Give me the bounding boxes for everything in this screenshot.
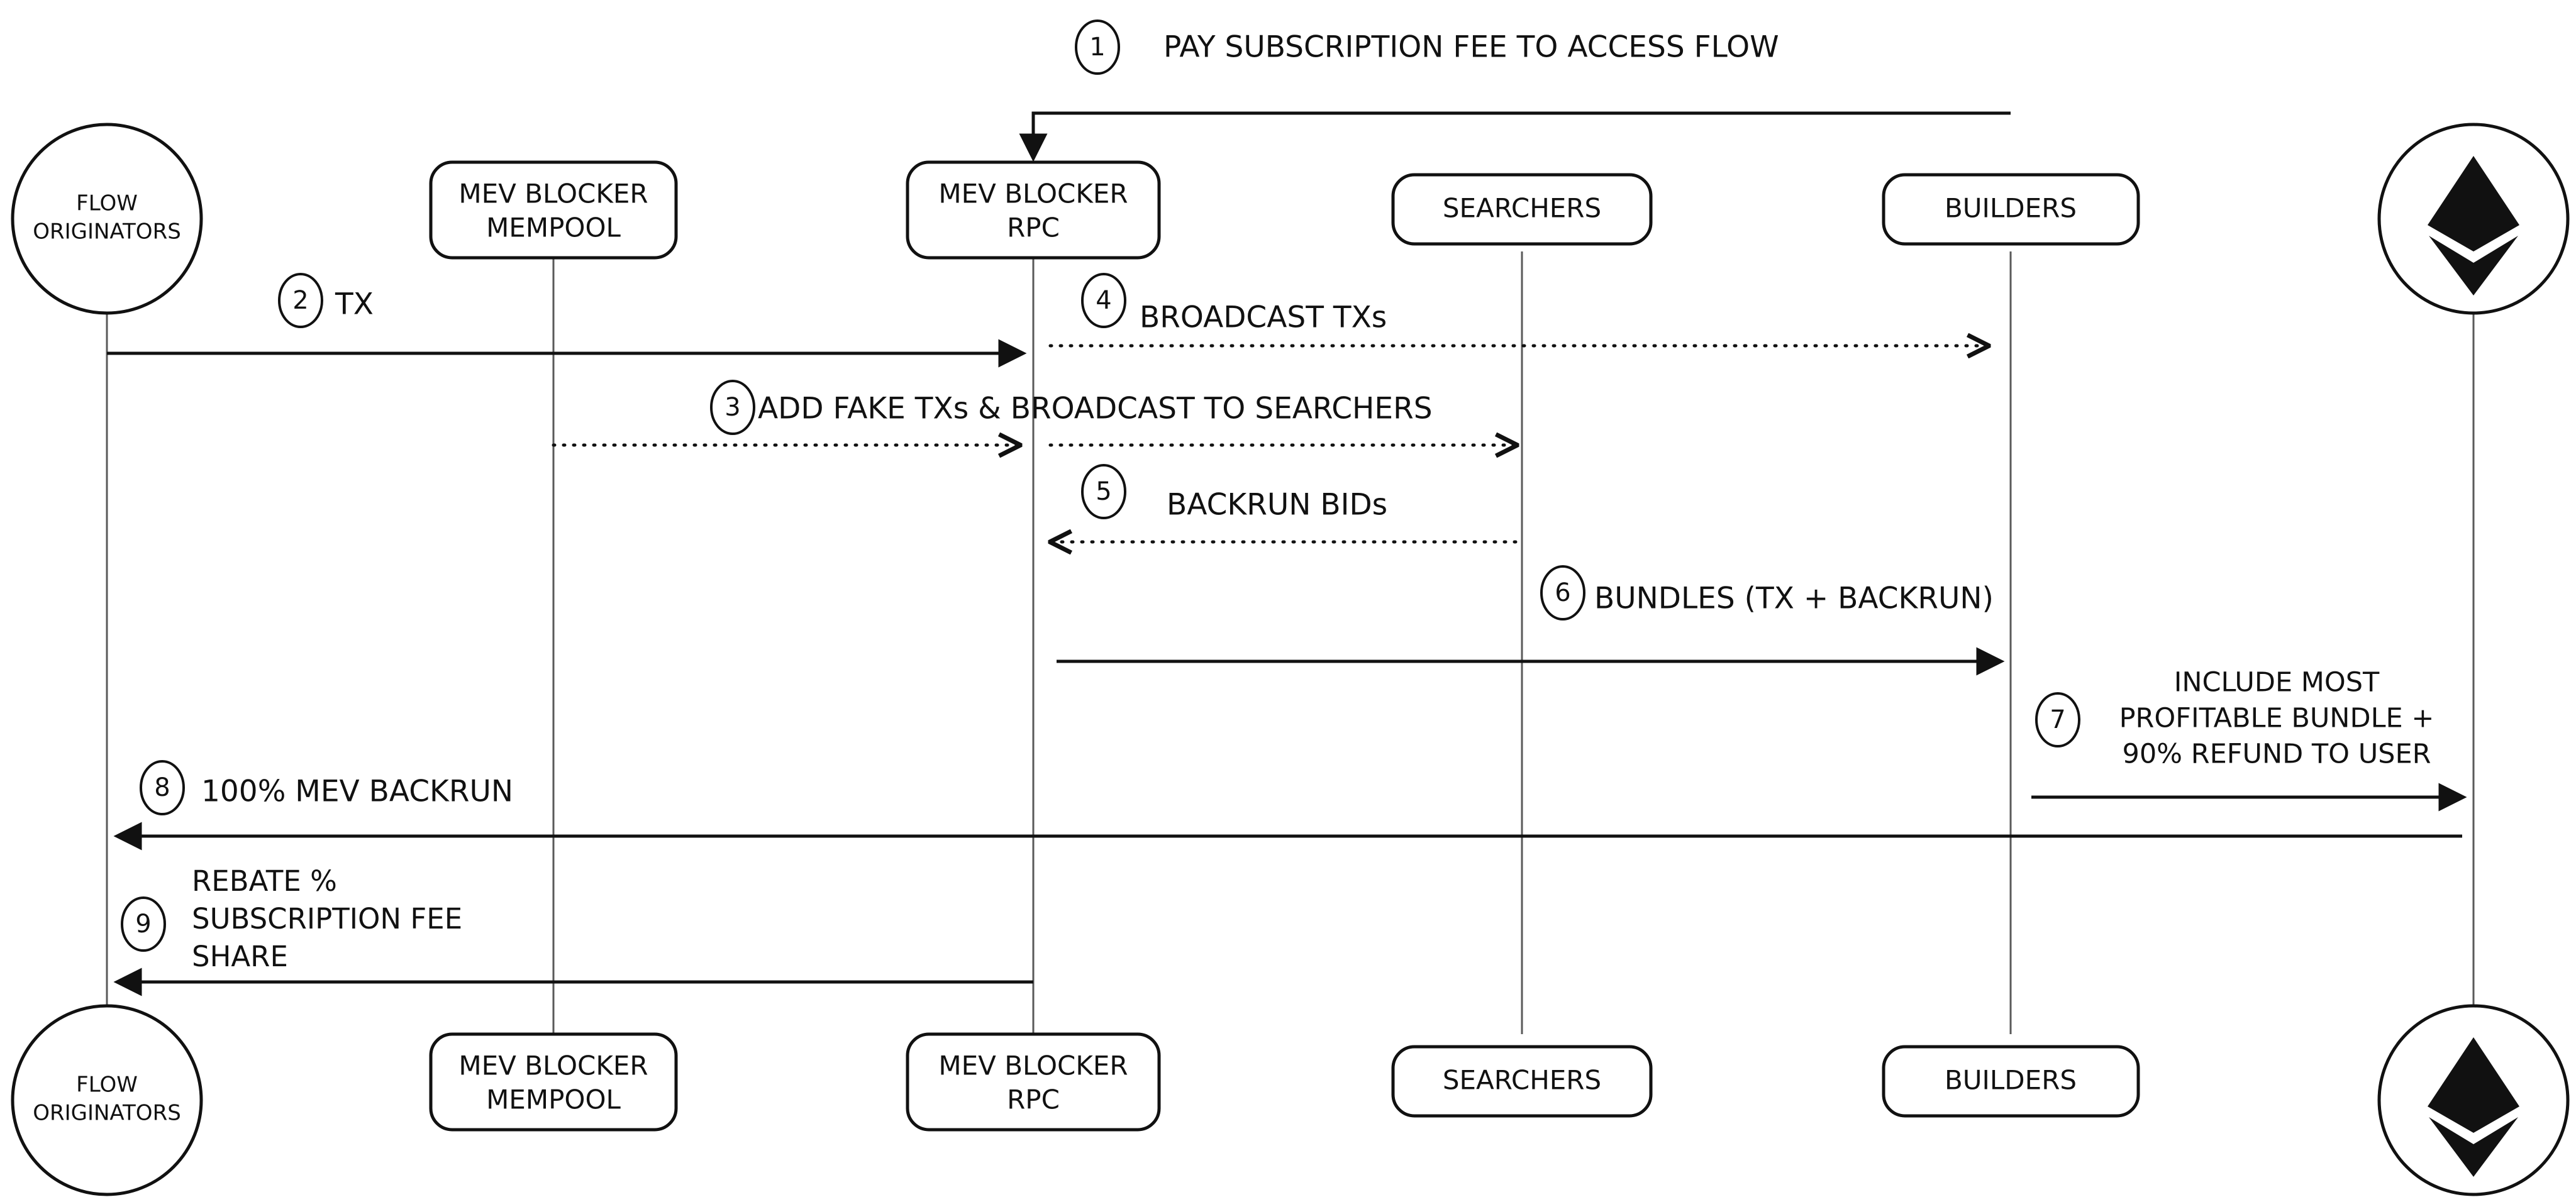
mev-blocker-rpc-label-line2: RPC bbox=[1007, 212, 1060, 243]
mev-blocker-rpc-label-line1: MEV BLOCKER bbox=[938, 178, 1128, 209]
flow-originators-bottom-label-line2: ORIGINATORS bbox=[33, 1100, 181, 1126]
step-1-arrow bbox=[1033, 113, 2011, 157]
step-5-label: BACKRUN BIDs bbox=[1167, 487, 1388, 522]
step-8-number: 8 bbox=[154, 773, 170, 802]
step-8-label: 100% MEV BACKRUN bbox=[201, 774, 514, 809]
step-6-number: 6 bbox=[1555, 578, 1571, 607]
step-2-group bbox=[107, 274, 1022, 353]
mev-blocker-rpc-bottom-label-line2: RPC bbox=[1007, 1084, 1060, 1115]
step-1-number: 1 bbox=[1089, 33, 1106, 62]
participant-ethereum-bottom[interactable] bbox=[2379, 1006, 2568, 1194]
searchers-label: SEARCHERS bbox=[1442, 192, 1602, 224]
step-9-label-line2: SUBSCRIPTION FEE bbox=[192, 902, 463, 935]
step-7-label-line2: PROFITABLE BUNDLE + bbox=[2119, 702, 2434, 734]
mev-blocker-mempool-label-line2: MEMPOOL bbox=[486, 212, 621, 243]
step-4-number: 4 bbox=[1096, 286, 1112, 315]
flow-originators-label-line1: FLOW bbox=[76, 190, 138, 216]
flow-originators-label-line2: ORIGINATORS bbox=[33, 219, 181, 245]
mev-blocker-mempool-box-bottom bbox=[431, 1034, 676, 1130]
step-9-group bbox=[118, 864, 1033, 982]
flow-originators-bottom-label-line1: FLOW bbox=[76, 1072, 138, 1098]
mev-blocker-mempool-label-line1: MEV BLOCKER bbox=[458, 178, 648, 209]
step-9-label-line3: SHARE bbox=[192, 940, 288, 973]
participant-mev-blocker-mempool-bottom[interactable] bbox=[431, 1034, 676, 1130]
step-6-group bbox=[1057, 566, 2000, 661]
participant-mev-blocker-rpc-top[interactable] bbox=[908, 162, 1159, 258]
builders-label: BUILDERS bbox=[1944, 192, 2077, 224]
step-4-group bbox=[1050, 274, 1987, 346]
step-6-label: BUNDLES (TX + BACKRUN) bbox=[1594, 581, 1994, 616]
step-3-group bbox=[553, 381, 1516, 445]
participant-mev-blocker-mempool-top[interactable] bbox=[431, 162, 676, 258]
step-7-number: 7 bbox=[2050, 705, 2066, 734]
step-7-group bbox=[2031, 667, 2462, 798]
step-3-number: 3 bbox=[724, 393, 741, 422]
step-7-label-line3: 90% REFUND TO USER bbox=[2122, 738, 2431, 770]
step-3-label: ADD FAKE TXs & BROADCAST TO SEARCHERS bbox=[758, 391, 1433, 426]
mev-blocker-mempool-bottom-label-line2: MEMPOOL bbox=[486, 1084, 621, 1115]
participant-ethereum-top[interactable] bbox=[2379, 124, 2568, 313]
mev-blocker-mempool-bottom-label-line1: MEV BLOCKER bbox=[458, 1050, 648, 1081]
searchers-bottom-label: SEARCHERS bbox=[1442, 1064, 1602, 1096]
mev-blocker-rpc-bottom-label-line1: MEV BLOCKER bbox=[938, 1050, 1128, 1081]
step-5-group bbox=[1052, 465, 1516, 542]
participant-flow-originators-top[interactable] bbox=[13, 124, 201, 313]
step-4-label: BROADCAST TXs bbox=[1140, 300, 1387, 335]
participant-mev-blocker-rpc-bottom[interactable] bbox=[908, 1034, 1159, 1130]
participant-flow-originators-bottom[interactable] bbox=[13, 1006, 201, 1194]
step-9-label-line1: REBATE % bbox=[192, 864, 337, 898]
participant-builders-bottom[interactable] bbox=[1884, 1047, 2138, 1116]
participant-searchers-top[interactable] bbox=[1393, 175, 1651, 244]
step-5-number: 5 bbox=[1096, 477, 1112, 506]
step-1-group bbox=[1033, 21, 2011, 157]
mev-blocker-rpc-box-bottom bbox=[908, 1034, 1159, 1130]
participant-searchers-bottom[interactable] bbox=[1393, 1047, 1651, 1116]
mev-blocker-mempool-box bbox=[431, 162, 676, 258]
participant-builders-top[interactable] bbox=[1884, 175, 2138, 244]
mev-blocker-rpc-box bbox=[908, 162, 1159, 258]
step-2-number: 2 bbox=[292, 286, 309, 315]
step-2-label: TX bbox=[335, 287, 374, 322]
step-1-label: PAY SUBSCRIPTION FEE TO ACCESS FLOW bbox=[1163, 30, 1779, 65]
step-9-number: 9 bbox=[135, 910, 152, 939]
step-7-label-line1: INCLUDE MOST bbox=[2174, 666, 2380, 698]
builders-bottom-label: BUILDERS bbox=[1944, 1064, 2077, 1096]
